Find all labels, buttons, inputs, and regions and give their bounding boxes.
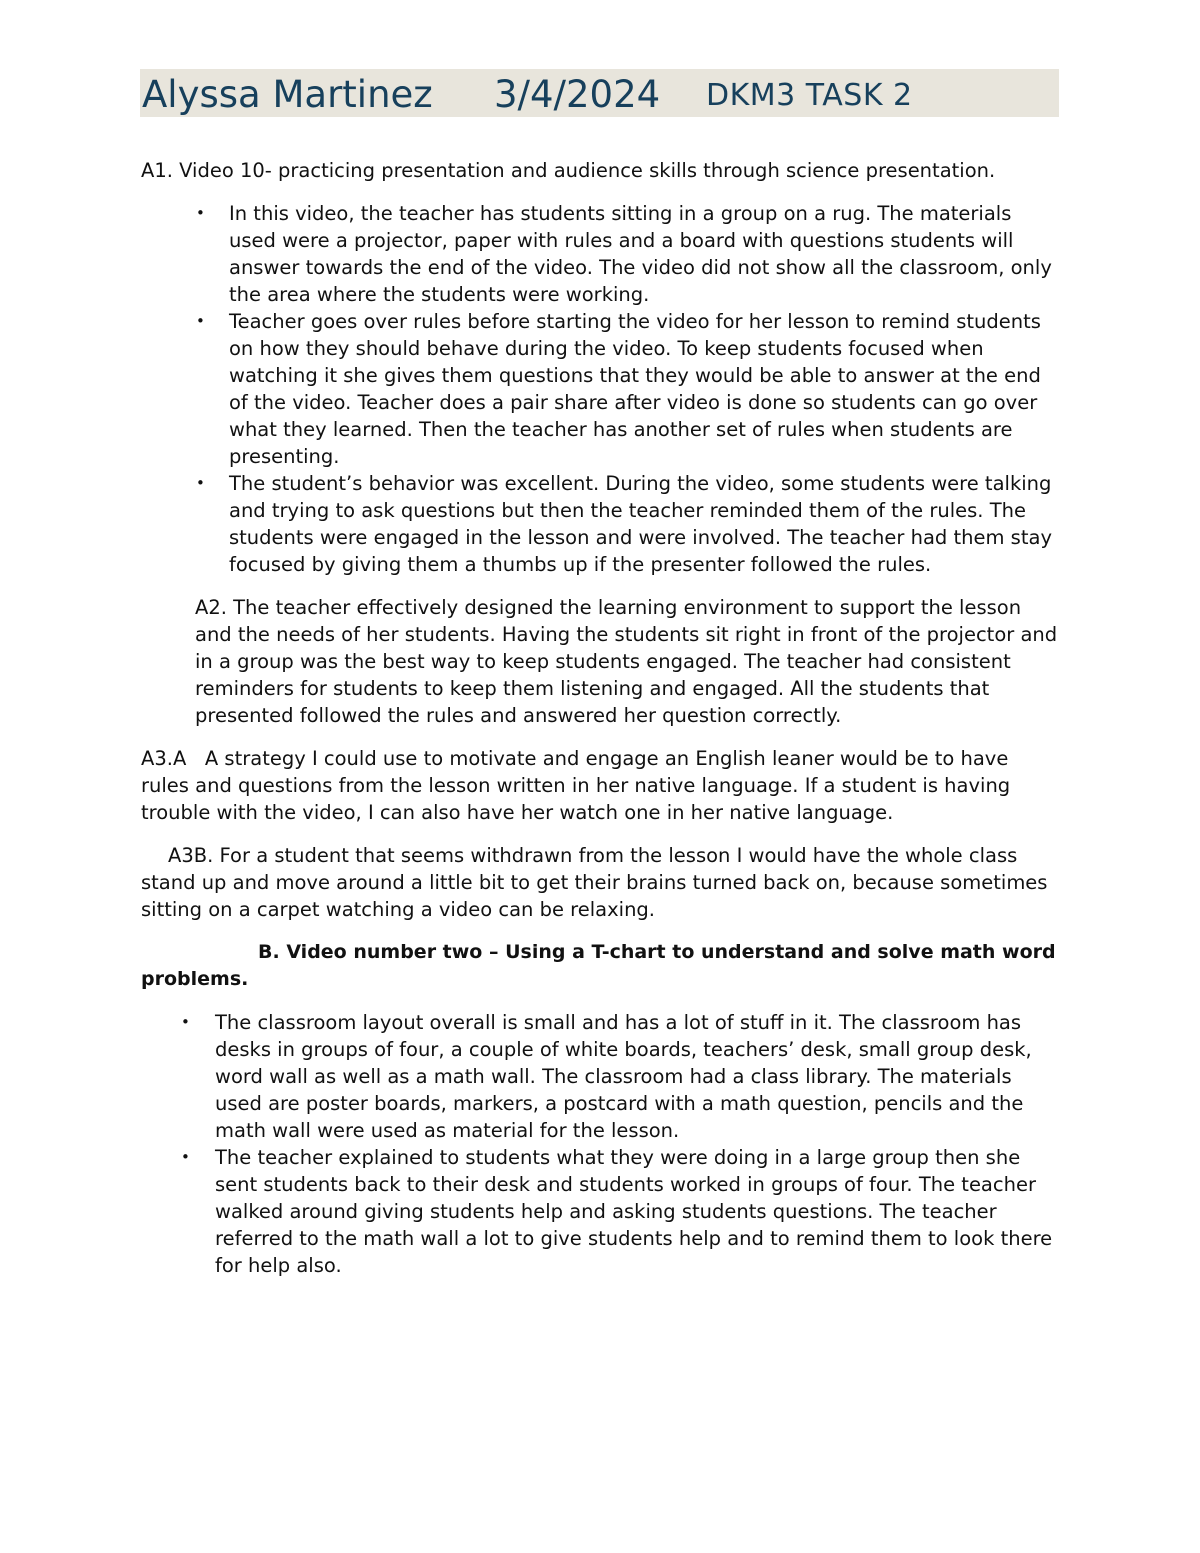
list-item-text: The student’s behavior was excellent. During the video, some students were talking and trying to ask questions but then the teacher reminded them of the rules. The students were engaged in the lesson and were involved. The teacher had them stay focused by giving them a thumbs up if the presenter followed the rules. [229, 472, 1052, 576]
document-body [141, 157, 1061, 1279]
list-item-text: The classroom layout overall is small and has a lot of stuff in it. The classroom has desks in groups of four, a couple of white boards, teachers’ desk, small group desk, word wall as well as a math wall. The classroom had a class library. The materials used are poster boards, markers, a postcard with a math question, pencils and the math wall were used as material for the lesson. [215, 1011, 1032, 1142]
list-item [181, 1009, 1061, 1144]
list-item [196, 200, 1061, 308]
section-b-heading [141, 939, 1061, 993]
author-name: Alyssa Martinez [142, 73, 433, 116]
list-item-text: The teacher explained to students what they were doing in a large group then she sent students back to their desk and students worked in groups of four. The teacher walked around giving students help and asking students questions. The teacher referred to the math wall a lot to give students help and to remind them to look there for help also. [215, 1146, 1053, 1277]
a3a-paragraph: A3.A A strategy I could use to motivate and engage an English leaner would be to have rules and questions from the lesson written in her native language. If a student is having trouble with the video, I can also have her watch one in her native language. [141, 747, 1017, 824]
bullet-icon: • [196, 474, 205, 492]
a1-bullet-list [196, 200, 1061, 578]
bullet-icon: • [181, 1013, 190, 1031]
bullet-icon: • [196, 204, 205, 222]
list-item-text: In this video, the teacher has students sitting in a group on a rug. The materials used were a projector, paper with rules and a board with questions students will answer towards the end of the video. The video did not show all the classroom, only the area where the students were working. [229, 202, 1052, 306]
task-title: DKM3 TASK 2 [706, 78, 913, 113]
list-item-text: Teacher goes over rules before starting the video for her lesson to remind students on how they should behave during the video. To keep students focused when watching it she gives them questions that they would be able to answer at the end of the video. Teacher does a pair share after video is done so students can go over what they learned. Then the teacher has another set of rules when students are presenting. [229, 310, 1041, 468]
document-date: 3/4/2024 [494, 73, 661, 116]
b-bullet-list [181, 1009, 1061, 1279]
a1-intro: A1. Video 10- practicing presentation and audience skills through science presentation. [141, 159, 996, 182]
bullet-icon: • [181, 1148, 190, 1166]
a2-paragraph: A2. The teacher effectively designed the learning environment to support the lesson and the needs of her students. Having the students sit right in front of the projector and in a group was the best way to keep students engaged. The teacher had consistent reminders for students to keep them listening and engaged. All the students that presented followed the rules and answered her question correctly. [195, 596, 1058, 727]
list-item [196, 308, 1061, 470]
bullet-icon: • [196, 312, 205, 330]
list-item [196, 470, 1061, 578]
title-banner [140, 69, 1059, 117]
list-item [181, 1144, 1061, 1279]
a3b-paragraph: A3B. For a student that seems withdrawn from the lesson I would have the whole class stand up and move around a little bit to get their brains turned back on, because sometimes sitting on a carpet watching a video can be relaxing. [141, 844, 1048, 921]
section-b-heading-text: B. Video number two – Using a T-chart to understand and solve math word problems. [141, 941, 1056, 990]
